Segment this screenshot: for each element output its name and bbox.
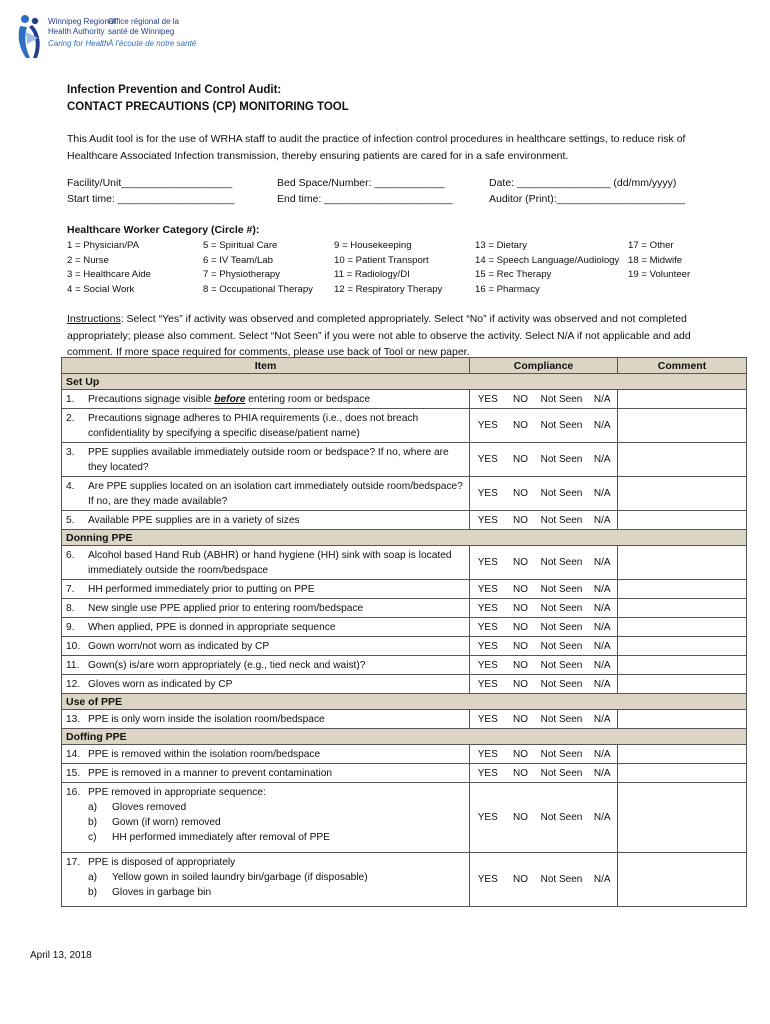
category-option[interactable]: 5 = Spiritual Care (203, 240, 278, 251)
category-option[interactable]: 15 = Rec Therapy (475, 269, 552, 281)
table-row (62, 710, 747, 729)
item-number: 11. (66, 660, 80, 671)
item-number: 8. (66, 603, 75, 614)
header-item: Item (62, 358, 470, 374)
item-number: 17. (66, 857, 81, 868)
sub-item (66, 815, 465, 830)
table-row (62, 656, 747, 675)
tagline-fr: À l'écoute de notre santé (108, 39, 197, 48)
footer-date: April 13, 2018 (30, 950, 92, 961)
category-option[interactable]: 19 = Volunteer (628, 269, 691, 281)
category-col-1 (67, 239, 151, 297)
audit-item (62, 443, 470, 477)
org-name-fr-2: santé de Winnipeg (108, 26, 175, 36)
instructions-label: Instructions (67, 313, 121, 325)
option-na[interactable]: N/A (588, 511, 618, 530)
section-heading: Use of PPE (62, 694, 747, 710)
table-header-row (62, 358, 747, 374)
table-row (62, 546, 747, 580)
audit-item (62, 764, 470, 783)
option-notseen[interactable]: Not Seen (536, 511, 588, 530)
audit-table (61, 357, 747, 907)
audit-item (62, 409, 470, 443)
table-row (62, 675, 747, 694)
table-row (62, 580, 747, 599)
item-text: Available PPE supplies are in a variety of sizes (88, 515, 300, 526)
sub-item (66, 800, 465, 815)
option-no[interactable]: NO (506, 637, 536, 656)
option-notseen[interactable]: Not Seen (536, 853, 588, 907)
item-number: 4. (66, 481, 75, 492)
item-text: PPE is removed in a manner to prevent contamination (88, 768, 333, 779)
item-text: PPE removed in appropriate sequence: (88, 787, 266, 798)
comment-cell[interactable] (618, 656, 747, 675)
option-notseen[interactable]: Not Seen (536, 656, 588, 675)
option-no[interactable]: NO (506, 618, 536, 637)
option-na[interactable]: N/A (588, 783, 618, 853)
option-no[interactable]: NO (506, 511, 536, 530)
item-text: Precautions signage adheres to PHIA requirements (i.e., does not breach confidentiality by specifying a specific disease/patient name) (88, 413, 419, 439)
option-yes[interactable]: YES (470, 783, 506, 853)
option-na[interactable]: N/A (588, 637, 618, 656)
option-yes[interactable]: YES (470, 477, 506, 511)
sub-item-letter: b) (88, 887, 98, 898)
comment-cell[interactable] (618, 745, 747, 764)
comment-cell[interactable] (618, 853, 747, 907)
option-no[interactable]: NO (506, 764, 536, 783)
table-row (62, 443, 747, 477)
option-na[interactable]: N/A (588, 546, 618, 580)
category-option[interactable]: 14 = Speech Language/Audiology (475, 254, 620, 266)
item-text: PPE is removed within the isolation room/bedspace (88, 749, 321, 760)
option-notseen[interactable]: Not Seen (536, 675, 588, 694)
option-notseen[interactable]: Not Seen (536, 745, 588, 764)
sub-item (66, 885, 465, 900)
item-number: 6. (66, 550, 75, 561)
category-option[interactable]: 9 = Housekeeping (334, 240, 412, 251)
table-row (62, 390, 747, 409)
sub-item-text: HH performed immediately after removal of PPE (112, 832, 330, 843)
category-option[interactable]: 2 = Nurse (67, 254, 109, 266)
option-no[interactable]: NO (506, 580, 536, 599)
item-number: 9. (66, 622, 75, 633)
audit-item (62, 853, 470, 907)
option-na[interactable]: N/A (588, 710, 618, 729)
table-row (62, 637, 747, 656)
option-notseen[interactable]: Not Seen (536, 637, 588, 656)
comment-cell[interactable] (618, 443, 747, 477)
option-na[interactable]: N/A (588, 599, 618, 618)
category-option[interactable]: 1 = Physician/PA (67, 240, 140, 251)
option-yes[interactable]: YES (470, 745, 506, 764)
header-comment: Comment (618, 358, 747, 374)
option-no[interactable]: NO (506, 710, 536, 729)
sub-item-letter: a) (88, 872, 98, 883)
intro-paragraph: This Audit tool is for the use of WRHA staff to audit the practice of infection control procedures in healthcare settings, to reduce risk of Healthcare Associated Infection transmission, thereby ensuring patients are cared for in a safe environment. (67, 133, 686, 162)
comment-cell[interactable] (618, 580, 747, 599)
option-na[interactable]: N/A (588, 656, 618, 675)
category-option[interactable]: 18 = Midwife (628, 254, 683, 266)
item-text: Gloves worn as indicated by CP (88, 679, 233, 690)
section-row (62, 530, 747, 546)
date-field[interactable]: Date: ________________ (dd/mm/yyyy) (489, 177, 677, 189)
category-col-3 (334, 239, 442, 297)
option-no[interactable]: NO (506, 477, 536, 511)
title-line-2: CONTACT PRECAUTIONS (CP) MONITORING TOOL (67, 101, 349, 113)
audit-item (62, 637, 470, 656)
audit-item (62, 511, 470, 530)
document-title (67, 82, 349, 116)
item-number: 13. (66, 714, 81, 725)
category-option[interactable]: 3 = Healthcare Aide (67, 269, 152, 281)
hcw-category-title: Healthcare Worker Category (Circle #): (67, 224, 260, 236)
item-number: 1. (66, 394, 75, 405)
audit-item (62, 710, 470, 729)
section-row (62, 694, 747, 710)
table-row (62, 599, 747, 618)
item-number: 7. (66, 584, 75, 595)
option-notseen[interactable]: Not Seen (536, 546, 588, 580)
sub-item-letter: c) (88, 832, 97, 843)
option-yes[interactable]: YES (470, 637, 506, 656)
option-na[interactable]: N/A (588, 443, 618, 477)
category-option[interactable]: 12 = Respiratory Therapy (334, 283, 443, 295)
audit-item (62, 618, 470, 637)
item-number: 15. (66, 768, 81, 779)
item-text-post: entering room or bedspace (245, 394, 371, 405)
instructions-text: : Select “Yes” if activity was observed and completed appropriately. Select “No” if activity was observed and not completed appropriately; please also comment. Select “Not Seen” if you were not able to observe the activity. Select N/A if not applicable and add comment. If more space required for comments, please use back of Tool or new paper. (67, 313, 691, 358)
option-notseen[interactable]: Not Seen (536, 618, 588, 637)
comment-cell[interactable] (618, 546, 747, 580)
option-yes[interactable]: YES (470, 511, 506, 530)
audit-item (62, 745, 470, 764)
sub-item-text: Gown (if worn) removed (112, 817, 221, 828)
option-no[interactable]: NO (506, 443, 536, 477)
title-line-1: Infection Prevention and Control Audit: (67, 84, 282, 96)
option-na[interactable]: N/A (588, 390, 618, 409)
option-yes[interactable]: YES (470, 599, 506, 618)
item-number: 3. (66, 447, 75, 458)
section-row (62, 729, 747, 745)
audit-item (62, 477, 470, 511)
comment-cell[interactable] (618, 764, 747, 783)
option-no[interactable]: NO (506, 675, 536, 694)
option-yes[interactable]: YES (470, 443, 506, 477)
category-col-4 (475, 239, 619, 297)
option-notseen[interactable]: Not Seen (536, 580, 588, 599)
item-number: 12. (66, 679, 81, 690)
section-heading: Donning PPE (62, 530, 747, 546)
item-text: Are PPE supplies located on an isolation cart immediately outside room/bedspace? If no, are they made available? (88, 481, 463, 507)
option-na[interactable]: N/A (588, 764, 618, 783)
category-option[interactable]: 16 = Pharmacy (475, 283, 540, 295)
option-no[interactable]: NO (506, 409, 536, 443)
option-no[interactable]: NO (506, 656, 536, 675)
option-notseen[interactable]: Not Seen (536, 783, 588, 853)
option-notseen[interactable]: Not Seen (536, 764, 588, 783)
option-na[interactable]: N/A (588, 675, 618, 694)
item-number: 5. (66, 515, 75, 526)
option-notseen[interactable]: Not Seen (536, 409, 588, 443)
audit-item (62, 656, 470, 675)
item-text: New single use PPE applied prior to entering room/bedspace (88, 603, 364, 614)
category-option[interactable]: 11 = Radiology/DI (334, 269, 410, 281)
category-option[interactable]: 13 = Dietary (475, 240, 527, 251)
option-notseen[interactable]: Not Seen (536, 390, 588, 409)
category-option[interactable]: 8 = Occupational Therapy (203, 283, 313, 295)
comment-cell[interactable] (618, 599, 747, 618)
section-heading: Set Up (62, 374, 747, 390)
sub-item (66, 870, 465, 885)
item-text: Gown worn/not worn as indicated by CP (88, 641, 270, 652)
auditor-field[interactable]: Auditor (Print):______________________ (489, 193, 686, 205)
item-text: PPE is disposed of appropriately (88, 857, 236, 868)
table-row (62, 783, 747, 853)
item-number: 14. (66, 749, 81, 760)
section-heading: Doffing PPE (62, 729, 747, 745)
item-text: When applied, PPE is donned in appropriate sequence (88, 622, 336, 633)
audit-item (62, 599, 470, 618)
table-row (62, 409, 747, 443)
option-no[interactable]: NO (506, 853, 536, 907)
item-text: HH performed immediately prior to putting on PPE (88, 584, 315, 595)
option-notseen[interactable]: Not Seen (536, 443, 588, 477)
audit-item (62, 546, 470, 580)
table-row (62, 511, 747, 530)
audit-item (62, 390, 470, 409)
item-text-em: before (214, 394, 246, 405)
sub-item-letter: a) (88, 802, 98, 813)
option-no[interactable]: NO (506, 599, 536, 618)
option-yes[interactable]: YES (470, 764, 506, 783)
category-col-5 (628, 239, 690, 283)
option-no[interactable]: NO (506, 745, 536, 764)
option-yes[interactable]: YES (470, 546, 506, 580)
table-row (62, 618, 747, 637)
item-number: 2. (66, 413, 75, 424)
option-na[interactable]: N/A (588, 745, 618, 764)
option-notseen[interactable]: Not Seen (536, 710, 588, 729)
option-na[interactable]: N/A (588, 618, 618, 637)
option-na[interactable]: N/A (588, 580, 618, 599)
audit-item (62, 675, 470, 694)
comment-cell[interactable] (618, 477, 747, 511)
option-yes[interactable]: YES (470, 710, 506, 729)
item-text (88, 392, 465, 407)
option-notseen[interactable]: Not Seen (536, 477, 588, 511)
category-option[interactable]: 17 = Other (628, 240, 674, 251)
comment-cell[interactable] (618, 783, 747, 853)
category-option[interactable]: 6 = IV Team/Lab (203, 254, 273, 266)
table-row (62, 745, 747, 764)
option-yes[interactable]: YES (470, 675, 506, 694)
option-no[interactable]: NO (506, 783, 536, 853)
table-row (62, 764, 747, 783)
end-time-field[interactable]: End time: ______________________ (277, 193, 453, 205)
section-row (62, 374, 747, 390)
item-text: Alcohol based Hand Rub (ABHR) or hand hygiene (HH) sink with soap is located immediately outside the room/bedspace (88, 550, 452, 576)
item-text: PPE supplies available immediately outside room or bedspace? If no, where are they located? (88, 447, 449, 473)
comment-cell[interactable] (618, 637, 747, 656)
category-option[interactable]: 7 = Physiotherapy (203, 269, 281, 281)
wrha-figure-logo-icon (16, 14, 44, 60)
option-yes[interactable]: YES (470, 853, 506, 907)
audit-item (62, 580, 470, 599)
category-option[interactable]: 10 = Patient Transport (334, 254, 429, 266)
org-name-en-2: Health Authority (48, 26, 105, 36)
option-yes[interactable]: YES (470, 656, 506, 675)
category-col-2 (203, 239, 313, 297)
table-row (62, 853, 747, 907)
comment-cell[interactable] (618, 618, 747, 637)
instructions (67, 311, 707, 361)
item-text: Gown(s) is/are worn appropriately (e.g., tied neck and waist)? (88, 660, 366, 671)
comment-cell[interactable] (618, 409, 747, 443)
sub-item-text: Gloves removed (112, 802, 187, 813)
comment-cell[interactable] (618, 675, 747, 694)
bed-space-field[interactable]: Bed Space/Number: ____________ (277, 177, 445, 189)
category-option[interactable]: 4 = Social Work (67, 283, 135, 295)
option-yes[interactable]: YES (470, 409, 506, 443)
sub-item (66, 830, 465, 845)
item-text-pre: Precautions signage visible (88, 394, 215, 405)
option-notseen[interactable]: Not Seen (536, 599, 588, 618)
option-na[interactable]: N/A (588, 477, 618, 511)
item-text: PPE is only worn inside the isolation room/bedspace (88, 714, 325, 725)
option-na[interactable]: N/A (588, 409, 618, 443)
comment-cell[interactable] (618, 390, 747, 409)
item-number: 10. (66, 641, 81, 652)
tagline-en: Caring for Health (48, 39, 109, 48)
option-na[interactable]: N/A (588, 853, 618, 907)
sub-item-text: Gloves in garbage bin (112, 887, 212, 898)
header-compliance: Compliance (470, 358, 618, 374)
option-yes[interactable]: YES (470, 618, 506, 637)
wrha-logo (16, 14, 216, 62)
org-name-fr-1: Office régional de la (108, 17, 180, 26)
sub-item-text: Yellow gown in soiled laundry bin/garbage (if disposable) (112, 872, 368, 883)
org-name-en-1: Winnipeg Regional (48, 17, 116, 26)
option-yes[interactable]: YES (470, 390, 506, 409)
audit-item (62, 783, 470, 853)
table-row (62, 477, 747, 511)
option-no[interactable]: NO (506, 546, 536, 580)
item-number: 16. (66, 787, 81, 798)
facility-field[interactable]: Facility/Unit___________________ (67, 177, 233, 189)
sub-item-letter: b) (88, 817, 98, 828)
start-time-field[interactable]: Start time: ____________________ (67, 193, 235, 205)
option-yes[interactable]: YES (470, 580, 506, 599)
option-no[interactable]: NO (506, 390, 536, 409)
comment-cell[interactable] (618, 710, 747, 729)
comment-cell[interactable] (618, 511, 747, 530)
